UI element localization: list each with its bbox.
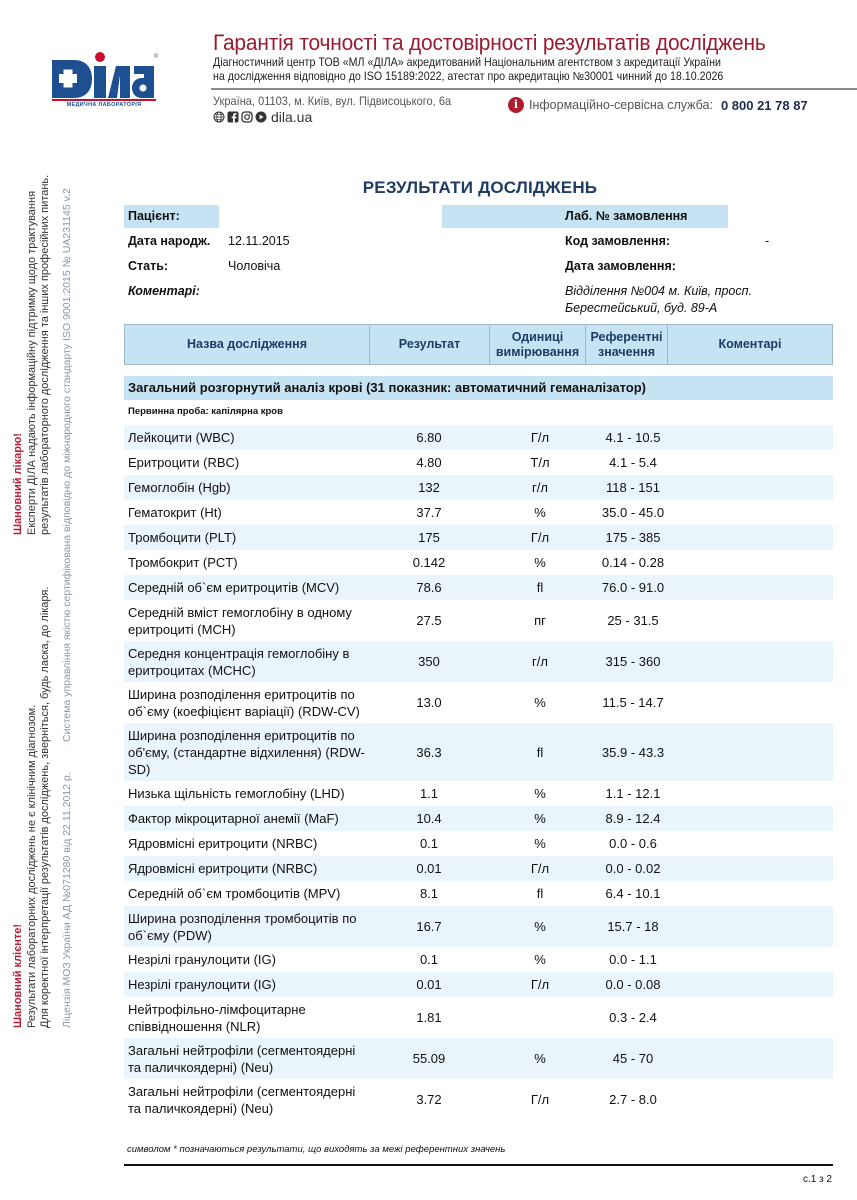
unit-cell: пг	[534, 613, 546, 628]
comments-label: Коментарі:	[128, 284, 200, 298]
footer-divider	[124, 1164, 833, 1166]
test-name-cell: Загальні нейтрофіли (сегментоядерні та паличкоядерні) (Neu)	[128, 1083, 356, 1116]
table-row	[124, 856, 833, 881]
table-row	[124, 641, 833, 682]
table-row	[124, 781, 833, 806]
reference-cell: 8.9 - 12.4	[605, 811, 661, 826]
table-row	[124, 1079, 833, 1120]
unit-cell: %	[534, 1051, 546, 1066]
doctor-note-line-1: Експерти ДІЛА надають інформаційну підтримку щодо трактування	[25, 190, 38, 535]
info-service-phone[interactable]: 0 800 21 78 87	[720, 97, 808, 113]
table-row	[124, 906, 833, 947]
result-cell: 27.5	[416, 613, 442, 628]
table-row	[124, 500, 833, 525]
test-name-cell: Ширина розподілення тромбоцитів по об`єму (PDW)	[128, 910, 357, 943]
reference-cell: 45 - 70	[612, 1051, 654, 1066]
unit-cell: %	[534, 952, 546, 967]
test-name-cell: Еритроцити (RBC)	[128, 455, 240, 470]
result-cell: 3.72	[416, 1092, 442, 1107]
unit-cell: %	[534, 811, 546, 826]
result-cell: 55.09	[412, 1051, 446, 1066]
reference-cell: 0.3 - 2.4	[609, 1010, 657, 1025]
result-cell: 175	[418, 530, 440, 545]
result-cell: 0.1	[419, 952, 439, 967]
unit-cell: %	[534, 695, 546, 710]
reference-cell: 2.7 - 8.0	[609, 1092, 657, 1107]
reference-cell: 1.1 - 12.1	[605, 786, 661, 801]
unit-cell: %	[534, 505, 546, 520]
reference-cell: 35.9 - 43.3	[601, 744, 665, 760]
test-name-cell: Гемоглобін (Hgb)	[128, 480, 231, 495]
unit-cell: Т/л	[530, 455, 550, 470]
license-note	[61, 772, 75, 1028]
accreditation-line-1: Діагностичний центр ТОВ «МЛ «ДІЛА» акредитований Національним агентством з акредитації України	[213, 56, 721, 69]
header-divider	[211, 88, 857, 90]
reference-cell: 76.0 - 91.0	[601, 580, 665, 595]
test-name-cell: Загальні нейтрофіли (сегментоядерні та паличкоядерні) (Neu)	[128, 1042, 356, 1075]
unit-cell: %	[534, 786, 546, 801]
table-row	[124, 723, 833, 781]
table-row	[124, 600, 833, 641]
unit-cell: %	[534, 919, 546, 934]
info-icon: i	[508, 97, 524, 113]
result-cell: 10.4	[416, 811, 442, 826]
patient-label: Пацієнт:	[128, 209, 180, 223]
test-name-cell: Середній вміст гемоглобіну в одному еритроциті (MCH)	[128, 604, 352, 637]
result-cell: 6.80	[416, 430, 442, 445]
reference-cell: 175 - 385	[605, 530, 661, 545]
result-cell: 0.1	[419, 836, 439, 851]
column-header-result: Результат	[370, 325, 490, 364]
quality-cert-text: Система управління якістю сертифікована відповідно до міжнародного стандарту ISO 9001:2015 № UA231145 v.2	[61, 188, 73, 742]
test-name-cell: Нейтрофільно-лімфоцитарне співвідношення (NLR)	[128, 1001, 306, 1034]
order-code-label: Код замовлення:	[565, 234, 671, 248]
table-row	[124, 806, 833, 831]
reference-cell: 0.14 - 0.28	[601, 555, 665, 570]
info-service	[508, 97, 808, 113]
reference-cell: 6.4 - 10.1	[605, 886, 661, 901]
reference-cell: 0.0 - 0.02	[605, 861, 661, 876]
column-header-test-name: Назва дослідження	[125, 325, 370, 364]
result-cell: 8.1	[419, 886, 439, 901]
page-number: с.1 з 2	[802, 1174, 832, 1185]
doctor-note-line-2: результатів лабораторного дослідження та інших професійних питань.	[39, 174, 51, 535]
table-row	[124, 550, 833, 575]
table-row	[124, 475, 833, 500]
table-row	[124, 575, 833, 600]
test-name-cell: Гематокрит (Ht)	[128, 505, 222, 520]
result-cell: 1.81	[416, 1010, 442, 1025]
branch-line-2: Берестейський, буд. 89-А	[565, 301, 718, 315]
table-row	[124, 881, 833, 906]
reference-cell: 315 - 360	[605, 654, 661, 669]
reference-cell: 35.0 - 45.0	[601, 505, 665, 520]
reference-cell: 11.5 - 14.7	[602, 695, 664, 710]
column-header-comments: Коментарі	[718, 337, 782, 351]
unit-cell: Г/л	[530, 977, 550, 992]
reference-cell: 118 - 151	[606, 480, 660, 495]
reference-cell: 4.1 - 5.4	[609, 455, 657, 470]
unit-cell: fl	[536, 580, 544, 595]
client-note-line-2: Для коректної інтерпретації результатів досліджень, зверніться, будь ласка, до лікаря.	[39, 586, 51, 1028]
lab-order-label: Лаб. № замовлення	[565, 209, 688, 223]
test-name-cell: Середній об`єм тромбоцитів (MPV)	[128, 886, 341, 901]
test-name-cell: Середня концентрація гемоглобіну в еритроцитах (MCHC)	[128, 645, 350, 678]
document-title: РЕЗУЛЬТАТИ ДОСЛІДЖЕНЬ	[362, 178, 598, 197]
instagram-icon[interactable]	[241, 111, 253, 123]
reference-cell: 15.7 - 18	[607, 919, 659, 934]
order-code-value: -	[765, 234, 770, 248]
table-row	[124, 831, 833, 856]
website-link[interactable]: dila.ua	[271, 109, 313, 125]
result-cell: 1.1	[419, 786, 439, 801]
license-text: Ліцензія МОЗ України АД №071280 від 22.11.2012 р.	[61, 772, 73, 1028]
unit-cell: Г/л	[530, 530, 550, 545]
birth-date-value: 12.11.2015	[228, 234, 290, 248]
column-header-reference: Референтні значення	[586, 325, 668, 364]
client-note-line-1: Результати лабораторних досліджень не є клінічним діагнозом.	[25, 704, 38, 1028]
reference-cell: 25 - 31.5	[607, 613, 659, 628]
social-links	[213, 109, 312, 125]
result-cell: 13.0	[416, 695, 442, 710]
results-table-header	[124, 324, 833, 365]
dila-logo	[50, 48, 160, 112]
client-note	[12, 587, 53, 1028]
table-row	[124, 947, 833, 972]
sex-label: Стать:	[128, 259, 169, 273]
sex-value: Чоловіча	[228, 259, 281, 273]
test-name-cell: Тромбокрит (PCT)	[128, 555, 238, 570]
table-row	[124, 425, 833, 450]
test-name-cell: Ядровмісні еритроцити (NRBC)	[128, 836, 318, 851]
unit-cell: Г/л	[530, 861, 550, 876]
table-row	[124, 1038, 833, 1079]
sample-note: Первинна проба: капілярна кров	[128, 406, 283, 417]
test-name-cell: Ядровмісні еритроцити (NRBC)	[128, 861, 318, 876]
result-cell: 0.01	[416, 977, 442, 992]
result-cell: 16.7	[416, 919, 442, 934]
result-cell: 0.142	[412, 555, 446, 570]
result-cell: 132	[418, 480, 440, 495]
unit-cell: %	[534, 836, 546, 851]
test-name-cell: Ширина розподілення еритроцитів по об`єму (коефіцієнт варіації) (RDW-CV)	[128, 686, 360, 719]
unit-cell: %	[534, 555, 546, 570]
table-row	[124, 972, 833, 997]
globe-icon[interactable]	[213, 111, 225, 123]
unit-cell: fl	[536, 744, 544, 760]
doctor-note	[12, 175, 53, 535]
registered-mark: ®	[154, 54, 159, 60]
facebook-icon[interactable]	[227, 111, 239, 123]
test-name-cell: Тромбоцити (PLT)	[128, 530, 237, 545]
reference-cell: 0.0 - 0.08	[605, 977, 661, 992]
result-cell: 36.3	[416, 744, 442, 760]
branch-line-1: Відділення №004 м. Київ, просп.	[565, 284, 752, 298]
result-cell: 78.6	[416, 580, 442, 595]
test-name-cell: Ширина розподілення еритроцитів по об'єму, (стандартне відхилення) (RDW-SD)	[128, 727, 365, 777]
test-name-cell: Середній об`єм еритроцитів (MCV)	[128, 580, 340, 595]
result-cell: 0.01	[416, 861, 442, 876]
test-name-cell: Фактор мікроцитарної анемії (MaF)	[128, 811, 339, 826]
table-row	[124, 450, 833, 475]
test-name-cell: Незрілі гранулоцити (IG)	[128, 977, 276, 992]
section-title: Загальний розгорнутий аналіз крові (31 показник: автоматичний геманалізатор)	[124, 376, 833, 400]
test-name-cell: Незрілі гранулоцити (IG)	[128, 952, 276, 967]
lab-address: Україна, 01103, м. Київ, вул. Підвисоцького, 6а	[213, 94, 452, 108]
result-cell: 350	[418, 654, 440, 669]
client-note-heading: Шановний клієнте!	[12, 923, 24, 1028]
table-row	[124, 525, 833, 550]
unit-cell: г/л	[532, 480, 548, 495]
result-cell: 37.7	[416, 505, 442, 520]
accreditation-line-2: на дослідження відповідно до ISO 15189:2022, атестат про акредитацію №30001 чинний до 18.10.2026	[213, 70, 724, 83]
unit-cell: Г/л	[530, 430, 550, 445]
test-name-cell: Низька щільність гемоглобіну (LHD)	[128, 786, 345, 801]
youtube-icon[interactable]	[255, 111, 267, 123]
result-cell: 4.80	[416, 455, 442, 470]
info-service-label: Інформаційно-сервісна служба:	[529, 98, 713, 112]
unit-cell: Г/л	[530, 1092, 550, 1107]
reference-cell: 0.0 - 0.6	[609, 836, 657, 851]
logo-subtitle: МЕДИЧНА ЛАБОРАТОРІЯ	[52, 99, 156, 108]
unit-cell: fl	[536, 886, 544, 901]
birth-date-label: Дата народж.	[128, 234, 211, 248]
header-title: Гарантія точності та достовірності результатів досліджень	[213, 30, 766, 55]
unit-cell: г/л	[532, 654, 548, 669]
results-table-body	[124, 425, 833, 1120]
table-row	[124, 997, 833, 1038]
doctor-note-heading: Шановний лікарю!	[12, 433, 24, 535]
reference-cell: 4.1 - 10.5	[605, 430, 661, 445]
order-date-label: Дата замовлення:	[565, 259, 676, 273]
footnote: символом * позначаються результати, що виходять за межі референтних значень	[127, 1144, 506, 1155]
table-row	[124, 682, 833, 723]
reference-cell: 0.0 - 1.1	[609, 952, 657, 967]
test-name-cell: Лейкоцити (WBC)	[128, 430, 235, 445]
dila-logo-icon	[50, 52, 158, 98]
column-header-units: Одиниці вимірювання	[490, 325, 586, 364]
quality-note	[61, 188, 75, 742]
